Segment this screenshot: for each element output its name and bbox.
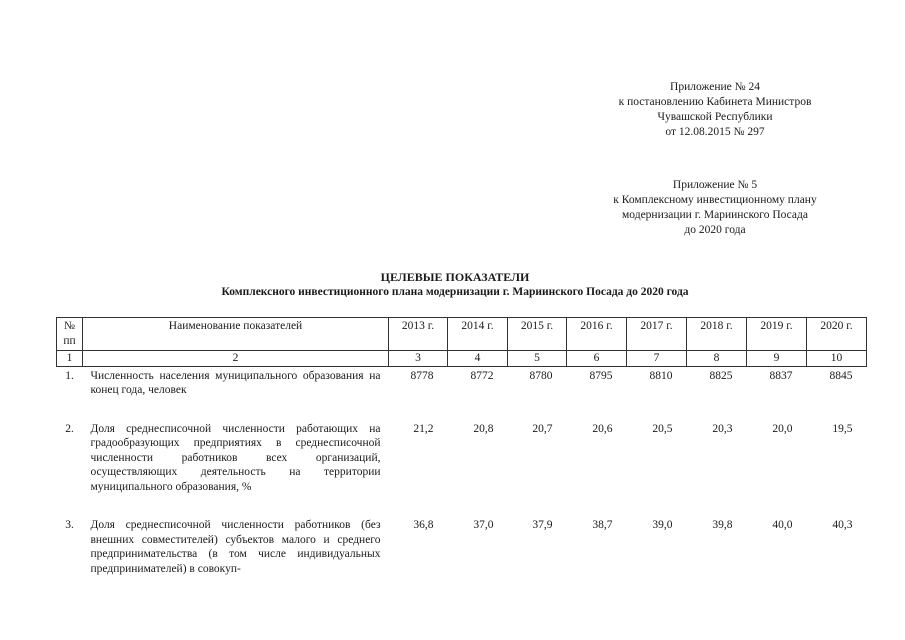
header-year: 2017 г. (627, 318, 687, 351)
indicator-value: 20,7 (532, 422, 553, 435)
column-number: 7 (627, 351, 687, 367)
appendix-5-block (560, 178, 870, 238)
row-number: 3. (65, 519, 74, 531)
column-number: 3 (389, 351, 448, 367)
header-year: 2015 г. (508, 318, 567, 351)
table-header-row (57, 318, 867, 351)
column-number-row (57, 351, 867, 367)
document-subtitle: Комплексного инвестиционного плана модернизации г. Мариинского Посада до 2020 года (221, 286, 689, 298)
header-year: 2013 г. (389, 318, 448, 351)
appendix-5-line4: до 2020 года (684, 224, 746, 236)
header-year: 2019 г. (747, 318, 807, 351)
indicator-value: 20,8 (473, 422, 494, 435)
indicator-value: 20,0 (772, 422, 793, 435)
header-year: 2016 г. (567, 318, 627, 351)
column-number: 1 (57, 351, 83, 367)
appendix-24-date: от 12.08.2015 № 297 (665, 126, 765, 138)
header-no: № пп (57, 318, 83, 351)
indicator-value: 8772 (470, 369, 494, 382)
indicator-value: 39,0 (652, 519, 673, 531)
row-number: 1. (65, 369, 74, 382)
document-title: ЦЕЛЕВЫЕ ПОКАЗАТЕЛИ (380, 270, 530, 284)
column-number: 8 (687, 351, 747, 367)
indicator-value: 38,7 (592, 519, 613, 531)
table-row (57, 516, 867, 576)
header-year: 2014 г. (448, 318, 508, 351)
appendix-5-title: Приложение № 5 (672, 179, 758, 191)
indicator-value: 40,0 (772, 519, 793, 531)
indicator-value: 8837 (769, 369, 793, 382)
appendix-24-line3: Чувашской Республики (657, 111, 773, 123)
indicator-value: 36,8 (413, 519, 434, 531)
appendix-24-line2: к постановлению Кабинета Министров (618, 96, 812, 108)
indicator-name: Доля среднесписочной численности работников (без внешних совместителей) субъектов малого и среднего предпринимательства (в том числе индивидуальных предпринимателей) в совокуп- (90, 519, 381, 575)
header-name: Наименование показателей (83, 318, 389, 351)
column-number: 9 (747, 351, 807, 367)
indicator-value: 8778 (410, 369, 434, 382)
indicator-value: 21,2 (413, 422, 434, 435)
header-year: 2018 г. (687, 318, 747, 351)
indicator-value: 19,5 (832, 422, 853, 435)
indicator-value: 20,3 (712, 422, 733, 435)
indicator-value: 20,5 (652, 422, 673, 435)
indicator-name: Численность населения муниципального образования на конец года, человек (90, 369, 381, 396)
indicator-name: Доля среднесписочной численности работающих на градообразующих предприятиях в среднесписочной численности работников всех организаций, осуществляющих деятельность на территории муниципального образования, % (90, 422, 381, 493)
appendix-24-block (560, 80, 870, 140)
indicator-value: 8825 (709, 369, 733, 382)
column-number: 4 (448, 351, 508, 367)
indicator-value: 8780 (529, 369, 553, 382)
column-number: 10 (807, 351, 867, 367)
column-number: 5 (508, 351, 567, 367)
header-year: 2020 г. (807, 318, 867, 351)
indicator-value: 8845 (829, 369, 853, 382)
indicator-value: 20,6 (592, 422, 613, 435)
document-title-block (60, 270, 850, 300)
appendix-24-title: Приложение № 24 (670, 81, 760, 93)
indicator-value: 8810 (649, 369, 673, 382)
column-number: 6 (567, 351, 627, 367)
appendix-5-line3: модернизации г. Мариинского Посада (622, 209, 808, 221)
row-number: 2. (65, 422, 74, 435)
column-number: 2 (83, 351, 389, 367)
table-row (57, 420, 867, 495)
appendix-5-line2: к Комплексному инвестиционному плану (613, 194, 817, 206)
indicator-value: 8795 (589, 369, 613, 382)
indicators-table (56, 317, 867, 576)
indicator-value: 40,3 (832, 519, 853, 531)
table-row (57, 366, 867, 398)
indicator-value: 37,9 (532, 519, 553, 531)
indicator-value: 39,8 (712, 519, 733, 531)
row-spacer (57, 494, 867, 516)
row-spacer (57, 398, 867, 420)
indicator-value: 37,0 (473, 519, 494, 531)
